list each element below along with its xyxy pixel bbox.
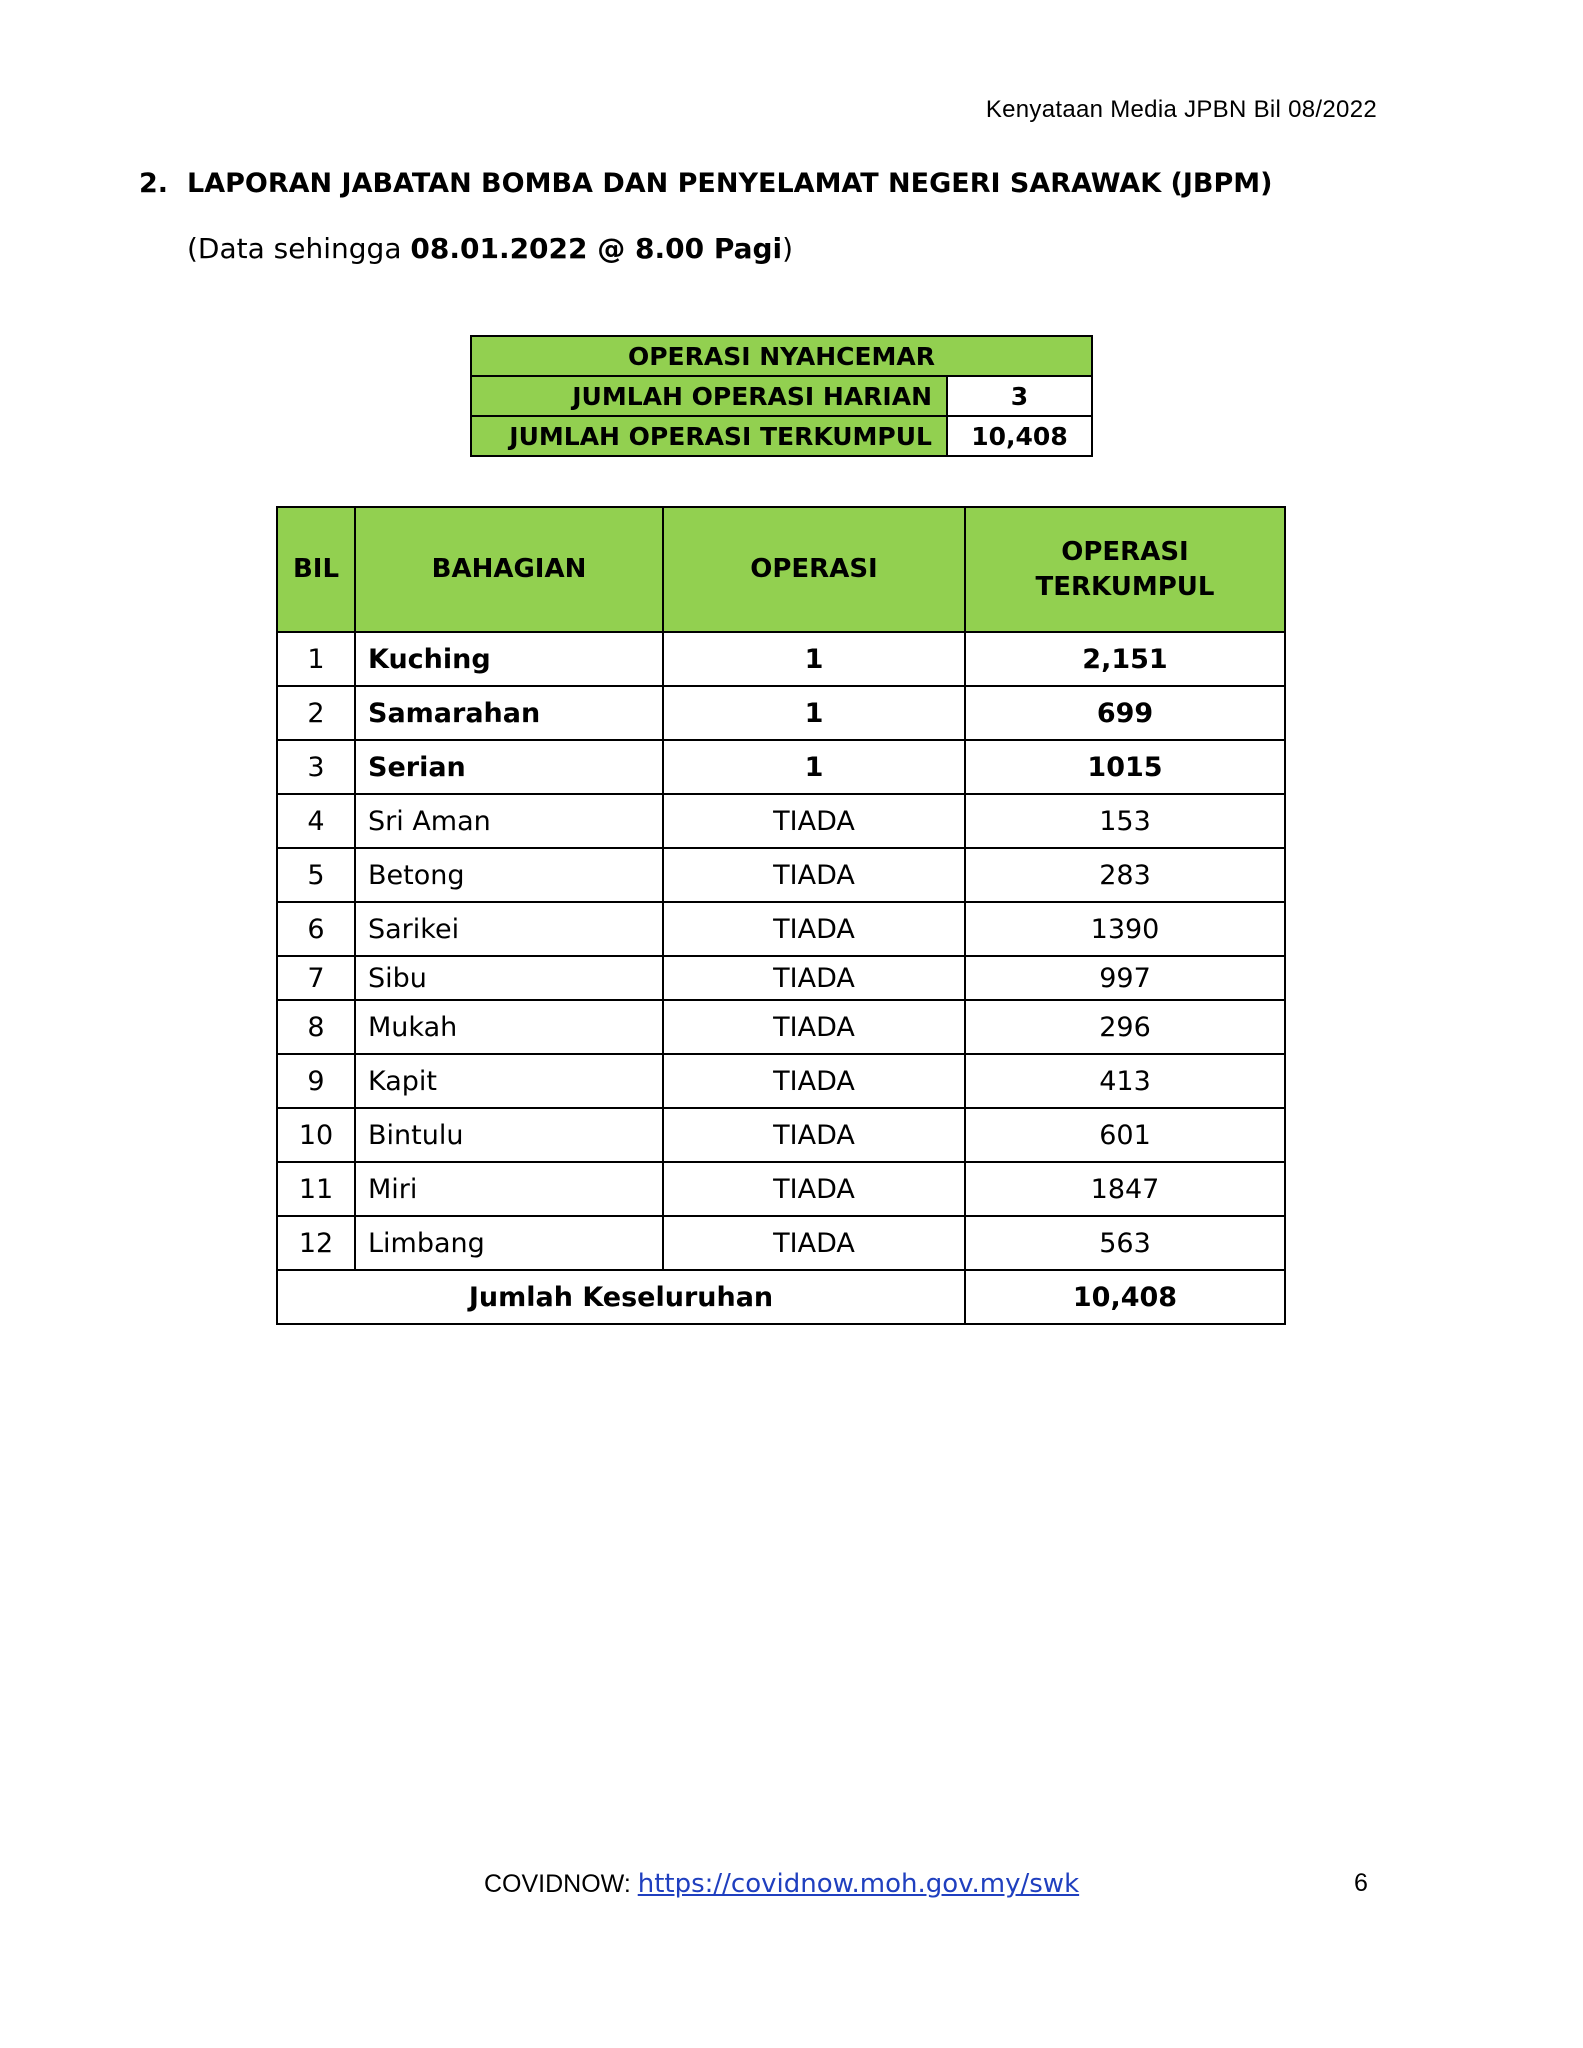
table-row [277,1000,1285,1054]
data-note-suffix: ) [782,232,794,265]
cell-operasi: TIADA [663,794,965,848]
table-header-row [277,507,1285,632]
covidnow-link[interactable]: https://covidnow.moh.gov.my/swk [637,1869,1080,1899]
table-row [277,740,1285,794]
table-row [277,794,1285,848]
cell-operasi: 1 [663,740,965,794]
cell-bahagian: Samarahan [355,686,663,740]
cell-bil: 9 [277,1054,355,1108]
summary-cumulative-value: 10,408 [947,416,1092,456]
cell-bahagian: Mukah [355,1000,663,1054]
document-reference: Kenyataan Media JPBN Bil 08/2022 [985,96,1377,123]
cell-bahagian: Sibu [355,956,663,1000]
cell-terkumpul: 153 [965,794,1285,848]
cell-operasi: 1 [663,686,965,740]
table-row [277,1054,1285,1108]
table-row [277,632,1285,686]
summary-daily-value: 3 [947,376,1092,416]
summary-title: OPERASI NYAHCEMAR [471,336,1092,376]
table-row [277,956,1285,1000]
cell-bil: 11 [277,1162,355,1216]
cell-bil: 6 [277,902,355,956]
cell-terkumpul: 413 [965,1054,1285,1108]
cell-bil: 8 [277,1000,355,1054]
data-note-prefix: (Data sehingga [187,232,411,265]
cell-bil: 4 [277,794,355,848]
table-row [277,1162,1285,1216]
cell-bahagian: Sarikei [355,902,663,956]
header-bahagian: BAHAGIAN [355,507,663,632]
cell-operasi: TIADA [663,848,965,902]
cell-terkumpul: 997 [965,956,1285,1000]
page-number: 6 [1354,1869,1368,1897]
summary-table [470,335,1093,457]
summary-cumulative-label: JUMLAH OPERASI TERKUMPUL [471,416,947,456]
cell-terkumpul: 283 [965,848,1285,902]
total-label: Jumlah Keseluruhan [277,1270,965,1324]
cell-operasi: 1 [663,632,965,686]
cell-bil: 7 [277,956,355,1000]
cell-bahagian: Kapit [355,1054,663,1108]
cell-operasi: TIADA [663,1216,965,1270]
section-title-text: LAPORAN JABATAN BOMBA DAN PENYELAMAT NEGERI SARAWAK (JBPM) [187,168,1273,199]
cell-bil: 12 [277,1216,355,1270]
table-row [277,902,1285,956]
cell-operasi: TIADA [663,1054,965,1108]
cell-terkumpul: 601 [965,1108,1285,1162]
cell-bahagian: Serian [355,740,663,794]
footer [484,1869,1079,1899]
cell-bahagian: Betong [355,848,663,902]
cell-operasi: TIADA [663,902,965,956]
table-row [277,1108,1285,1162]
cell-operasi: TIADA [663,956,965,1000]
cell-bil: 1 [277,632,355,686]
summary-daily-label: JUMLAH OPERASI HARIAN [471,376,947,416]
cell-operasi: TIADA [663,1108,965,1162]
cell-bil: 5 [277,848,355,902]
cell-terkumpul: 1847 [965,1162,1285,1216]
data-date-note [187,232,793,265]
cell-bahagian: Bintulu [355,1108,663,1162]
cell-terkumpul: 2,151 [965,632,1285,686]
cell-terkumpul: 1015 [965,740,1285,794]
data-note-date: 08.01.2022 @ 8.00 Pagi [410,232,783,265]
cell-bahagian: Limbang [355,1216,663,1270]
header-bil: BIL [277,507,355,632]
cell-bahagian: Sri Aman [355,794,663,848]
footer-label: COVIDNOW: [484,1870,638,1898]
table-row [277,1216,1285,1270]
cell-bahagian: Miri [355,1162,663,1216]
header-operasi-terkumpul: OPERASI TERKUMPUL [965,507,1285,632]
total-value: 10,408 [965,1270,1285,1324]
table-row [277,848,1285,902]
section-title [139,168,1273,199]
cell-terkumpul: 699 [965,686,1285,740]
division-operations-table [276,506,1286,1325]
cell-terkumpul: 296 [965,1000,1285,1054]
cell-operasi: TIADA [663,1000,965,1054]
cell-bil: 10 [277,1108,355,1162]
section-number: 2. [139,168,169,199]
table-total-row [277,1270,1285,1324]
cell-operasi: TIADA [663,1162,965,1216]
cell-terkumpul: 1390 [965,902,1285,956]
header-operasi: OPERASI [663,507,965,632]
cell-bahagian: Kuching [355,632,663,686]
cell-bil: 3 [277,740,355,794]
cell-terkumpul: 563 [965,1216,1285,1270]
table-row [277,686,1285,740]
cell-bil: 2 [277,686,355,740]
